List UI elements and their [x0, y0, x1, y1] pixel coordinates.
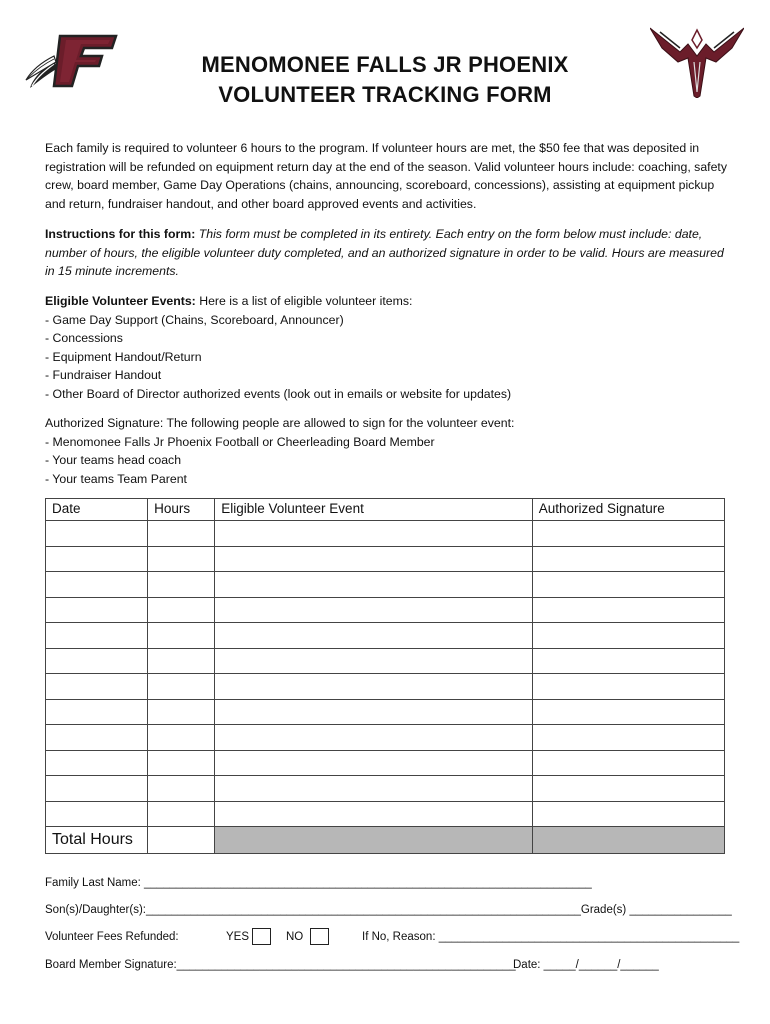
hours-cell[interactable]: [148, 648, 215, 674]
instructions-paragraph: [45, 225, 735, 281]
total-row: [46, 827, 725, 854]
table-row: [46, 674, 725, 700]
title-line-2: VOLUNTEER TRACKING FORM: [218, 82, 552, 107]
date-cell[interactable]: [46, 776, 148, 802]
event-cell[interactable]: [215, 674, 532, 700]
list-item: - Concessions: [45, 331, 123, 346]
signature-cell[interactable]: [532, 750, 724, 776]
date-cell[interactable]: [46, 597, 148, 623]
yes-checkbox[interactable]: [252, 928, 271, 945]
table-row: [46, 725, 725, 751]
yes-label: YES: [226, 931, 250, 943]
list-item: - Fundraiser Handout: [45, 368, 162, 383]
event-cell[interactable]: [215, 776, 532, 802]
signature-cell[interactable]: [532, 699, 724, 725]
title-line-1: MENOMONEE FALLS JR PHOENIX: [201, 52, 569, 77]
table-row: [46, 546, 725, 572]
table-row: [46, 597, 725, 623]
table-row: [46, 623, 725, 649]
intro-paragraph: [45, 139, 735, 213]
authorized-signature-section: [45, 414, 735, 488]
date-cell[interactable]: [46, 623, 148, 649]
hours-cell[interactable]: [148, 725, 215, 751]
date-cell[interactable]: [46, 572, 148, 598]
eligible-events-section: [45, 292, 735, 404]
list-item: - Your teams Team Parent: [45, 471, 187, 486]
hours-cell[interactable]: [148, 572, 215, 598]
page-title: [0, 50, 770, 110]
volunteer-log-table: [45, 498, 725, 854]
header-event: Eligible Volunteer Event: [215, 499, 532, 521]
hours-cell[interactable]: [148, 623, 215, 649]
event-cell[interactable]: [215, 750, 532, 776]
eligible-intro: Here is a list of eligible volunteer items:: [199, 294, 413, 308]
authorized-intro: Authorized Signature: The following people are allowed to sign for the volunteer event:: [45, 416, 515, 430]
family-name-field[interactable]: Family Last Name: ______________________________________________________________________: [45, 877, 592, 889]
fees-refunded-label: Volunteer Fees Refunded:: [45, 931, 179, 943]
event-cell[interactable]: [215, 725, 532, 751]
reason-field[interactable]: If No, Reason: _______________________________________________: [362, 931, 740, 943]
date-field[interactable]: Date: _____/______/______: [513, 959, 659, 971]
signature-cell[interactable]: [532, 623, 724, 649]
header-hours: Hours: [148, 499, 215, 521]
signature-cell[interactable]: [532, 521, 724, 547]
list-item: - Your teams head coach: [45, 453, 182, 468]
date-cell[interactable]: [46, 725, 148, 751]
list-item: - Other Board of Director authorized events (look out in emails or website for updates): [45, 386, 512, 401]
table-header-row: [46, 499, 725, 521]
event-cell[interactable]: [215, 572, 532, 598]
total-grey-cell: [532, 827, 724, 854]
table-row: [46, 521, 725, 547]
signature-cell[interactable]: [532, 776, 724, 802]
header-signature: Authorized Signature: [532, 499, 724, 521]
signature-cell[interactable]: [532, 572, 724, 598]
no-checkbox[interactable]: [310, 928, 329, 945]
event-cell[interactable]: [215, 648, 532, 674]
hours-cell[interactable]: [148, 801, 215, 827]
event-cell[interactable]: [215, 521, 532, 547]
table-row: [46, 648, 725, 674]
date-cell[interactable]: [46, 750, 148, 776]
children-grade-field[interactable]: Son(s)/Daughter(s):____________________________________________________________________Grade(s) ________________: [45, 904, 732, 916]
table-row: [46, 801, 725, 827]
hours-cell[interactable]: [148, 597, 215, 623]
event-cell[interactable]: [215, 597, 532, 623]
list-item: - Menomonee Falls Jr Phoenix Football or Cheerleading Board Member: [45, 434, 435, 449]
instructions-label: Instructions for this form:: [45, 227, 196, 241]
event-cell[interactable]: [215, 623, 532, 649]
date-cell[interactable]: [46, 699, 148, 725]
hours-cell[interactable]: [148, 776, 215, 802]
event-cell[interactable]: [215, 699, 532, 725]
signature-cell[interactable]: [532, 725, 724, 751]
total-hours-label: Total Hours: [46, 827, 148, 854]
instructions-text: This form must be completed in its entirety. Each entry on the form below must include: date, number of hours, the eligible volunteer duty completed, and an authorized signature in order to be valid. Hours are measured in 15 minute increments.: [45, 227, 724, 279]
list-item: - Equipment Handout/Return: [45, 349, 202, 364]
header-date: Date: [46, 499, 148, 521]
signature-cell[interactable]: [532, 648, 724, 674]
table-row: [46, 572, 725, 598]
eligible-label: Eligible Volunteer Events:: [45, 294, 196, 308]
intro-text: Each family is required to volunteer 6 hours to the program. If volunteer hours are met, the $50 fee that was deposited in registration will be refunded on equipment return day at the end of the season. Valid volunteer hours include: coaching, safety crew, board member, Game Day Operations (chains, announcing, scoreboard, concessions), assisting at equipment pickup and return, fundraiser handout, and other board approved events and activities.: [45, 141, 727, 211]
hours-cell[interactable]: [148, 546, 215, 572]
table-row: [46, 776, 725, 802]
event-cell[interactable]: [215, 801, 532, 827]
hours-cell[interactable]: [148, 521, 215, 547]
table-row: [46, 750, 725, 776]
date-cell[interactable]: [46, 674, 148, 700]
signature-cell[interactable]: [532, 674, 724, 700]
table-row: [46, 699, 725, 725]
signature-cell[interactable]: [532, 597, 724, 623]
date-cell[interactable]: [46, 546, 148, 572]
date-cell[interactable]: [46, 801, 148, 827]
signature-cell[interactable]: [532, 546, 724, 572]
signature-cell[interactable]: [532, 801, 724, 827]
hours-cell[interactable]: [148, 750, 215, 776]
date-cell[interactable]: [46, 521, 148, 547]
hours-cell[interactable]: [148, 674, 215, 700]
total-grey-cell: [215, 827, 532, 854]
date-cell[interactable]: [46, 648, 148, 674]
event-cell[interactable]: [215, 546, 532, 572]
board-signature-field[interactable]: Board Member Signature:_____________________________________________________: [45, 959, 516, 971]
list-item: - Game Day Support (Chains, Scoreboard, Announcer): [45, 312, 344, 327]
total-hours-cell[interactable]: [148, 827, 215, 854]
hours-cell[interactable]: [148, 699, 215, 725]
no-label: NO: [286, 931, 304, 943]
